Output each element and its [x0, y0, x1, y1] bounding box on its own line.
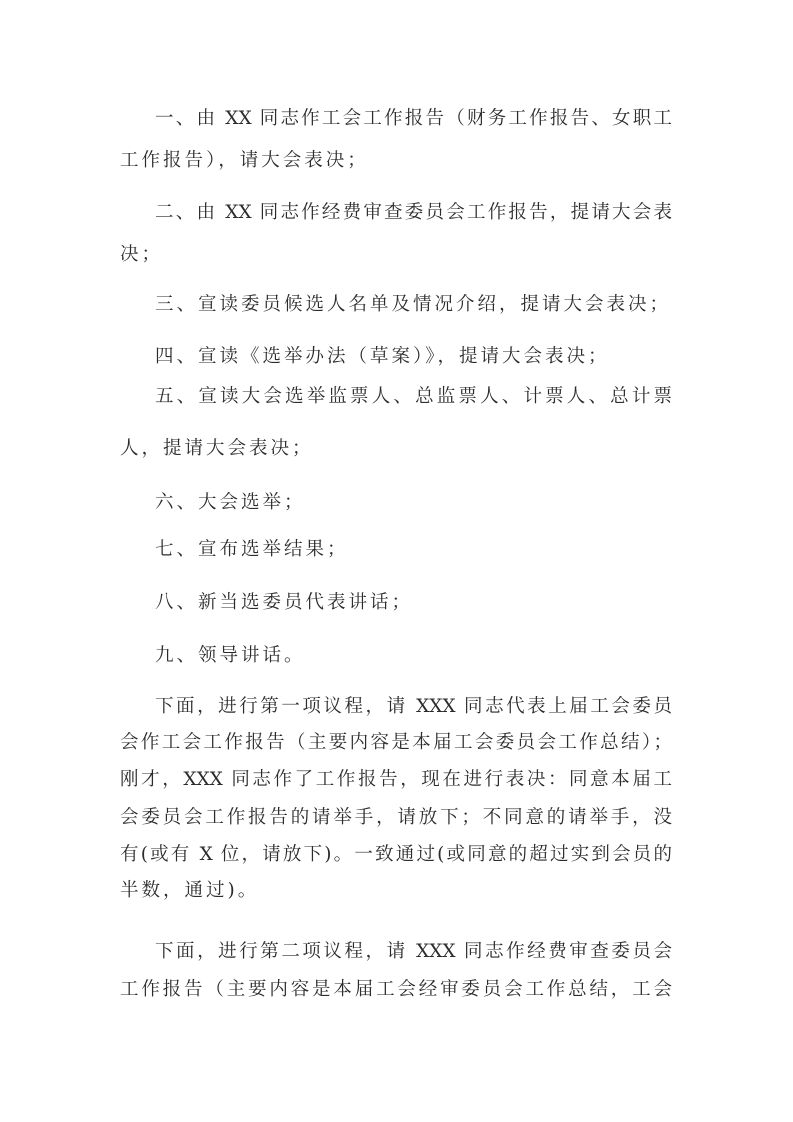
- paragraph-5-line-1: 五、宣读大会选举监票人、总监票人、计票人、总计票: [155, 386, 672, 407]
- paragraph-10-line-2: 会作工会工作报告（主要内容是本届工会委员会工作总结）；: [120, 732, 672, 753]
- paragraph-7-line-1: 七、宣布选举结果；: [155, 539, 349, 560]
- paragraph-5-line-2: 人，提请大会表决；: [120, 438, 314, 459]
- paragraph-10-line-4: 会委员会工作报告的请举手，请放下；不同意的请举手，没: [120, 807, 672, 828]
- paragraph-1-line-2: 工作报告），请大会表决；: [120, 150, 369, 171]
- paragraph-10-line-1: 下面，进行第一项议程，请 XXX 同志代表上届工会委员: [155, 696, 672, 717]
- paragraph-8-line-1: 八、新当选委员代表讲话；: [155, 592, 414, 613]
- paragraph-11-line-2: 工作报告（主要内容是本届工会经审委员会工作总结，工会: [120, 979, 672, 1000]
- paragraph-10-line-6: 半数，通过)。: [120, 880, 260, 901]
- paragraph-11-line-1: 下面，进行第二项议程，请 XXX 同志作经费审查委员会: [155, 941, 672, 962]
- paragraph-3-line-1: 三、宣读委员候选人名单及情况介绍，提请大会表决；: [155, 294, 672, 315]
- paragraph-10-line-3: 刚才，XXX 同志作了工作报告，现在进行表决：同意本届工: [120, 769, 672, 790]
- paragraph-2-line-2: 决；: [120, 244, 164, 265]
- paragraph-1-line-1: 一、由 XX 同志作工会工作报告（财务工作报告、女职工: [155, 108, 672, 129]
- paragraph-10-line-5: 有(或有 X 位，请放下)。一致通过(或同意的超过实到会员的: [120, 844, 672, 865]
- paragraph-4-line-1: 四、宣读《选举办法（草案）》，提请大会表决；: [155, 346, 610, 367]
- paragraph-6-line-1: 六、大会选举；: [155, 492, 306, 513]
- paragraph-2-line-1: 二、由 XX 同志作经费审查委员会工作报告，提请大会表: [155, 202, 672, 223]
- paragraph-9-line-1: 九、领导讲话。: [155, 645, 306, 666]
